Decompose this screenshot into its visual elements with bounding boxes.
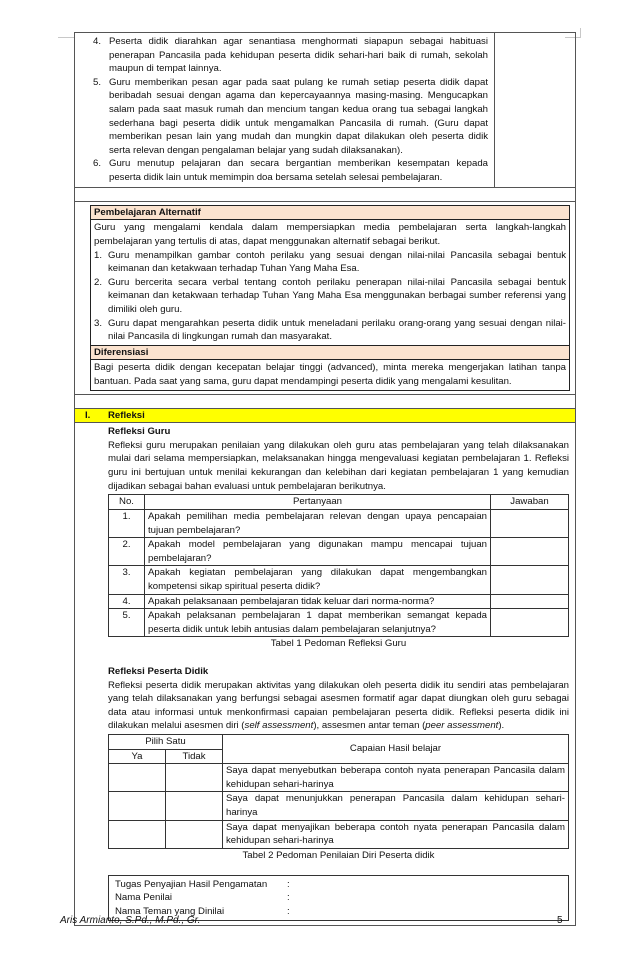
reflection-section-title: Refleksi	[108, 409, 145, 421]
alternative-item	[94, 249, 566, 276]
closing-steps-list	[75, 33, 494, 187]
closing-step-text: Guru menutup pelajaran dan secara bergantian memberikan kesempatan kepada peserta didik lain untuk memimpin doa bersama setelah selesai pembelajaran.	[109, 158, 488, 184]
peer-assessment-term: peer assessment	[425, 720, 499, 732]
closing-step-text: Peserta didik diarahkan agar senantiasa menghormati siapapun sebagai habituasi penerapan Pancasila pada kehidupan peserta didik sehari-hari baik di rumah, sekolah maupun di tempat lainnya.	[109, 36, 488, 75]
row-number: 3.	[109, 566, 145, 594]
table-row	[109, 609, 569, 637]
assignment-info-separator: :	[287, 905, 290, 917]
closing-step	[93, 157, 488, 184]
alternative-item-text: Guru menampilkan gambar contoh perilaku yang sesuai dengan nilai-nilai Pancasila sebagai bentuk keimanan dan ketakwaan terhadap Tuhan Yang Maha Esa.	[108, 249, 566, 275]
alternative-item-text: Guru bercerita secara verbal tentang contoh perilaku penerapan nilai-nilai Pancasila sebagai bentuk keimanan dan ketakwaan terhadap Tuhan Yang Maha Esa menggunakan berbagai sumber referensi yang dimiliki oleh guru.	[108, 276, 566, 315]
differentiation-text: Bagi peserta didik dengan kecepatan belajar tinggi (advanced), minta mereka mengerjakan latihan tanpa bantuan. Pada saat yang sama, guru dapat mendampingi peserta didik yang mengalami kesulitan.	[94, 362, 566, 388]
self-assessment-term: self assessment	[244, 720, 314, 732]
row-question: Apakah kegiatan pembelajaran yang dilakukan dapat mengembangkan kompetensi sikap spiritual peserta didik?	[145, 566, 491, 594]
assignment-info-separator: :	[287, 892, 290, 904]
closing-step	[93, 35, 488, 76]
row-answer-cell[interactable]	[491, 566, 569, 594]
alternative-learning-intro: Guru yang mengalami kendala dalam mempersiapkan media pembelajaran serta langkah-langkah pembelajaran yang tertulis di atas, dapat menggunakan alternatif sebagai berikut.	[94, 222, 566, 247]
page-corner-mark-left	[58, 28, 74, 38]
page-number: 5	[557, 915, 563, 926]
learning-outcome-text: Saya dapat menyajikan beberapa contoh nyata penerapan Pancasila dalam kehidupan sehari-harinya	[223, 820, 569, 848]
table-row	[109, 509, 569, 537]
footer-author: Aris Armianto, S.Pd., M.Pd., Gr.	[60, 915, 201, 926]
row-number: 2.	[109, 538, 145, 566]
row-answer-cell[interactable]	[491, 594, 569, 609]
no-check-cell[interactable]	[166, 792, 223, 820]
alternative-item-number: 1.	[94, 249, 103, 261]
student-reflection-text-part: Refleksi peserta didik merupakan aktivitas yang dilakukan oleh peserta didik itu sendiri atas pembelajaran yang telah dilaksanakan yang berfungsi sebagai asesmen formatif agar dapat diungkan oleh guru sebagai data atau informasi untuk menkonfirmasi capaian pembelajaran peserta didik. Refleksi peserta didik ini dilakukan melalui asesmen diri (	[108, 679, 569, 732]
student-self-assessment-table	[108, 734, 569, 849]
row-answer-cell[interactable]	[491, 538, 569, 566]
closing-steps-row	[75, 33, 575, 187]
alternative-item	[94, 317, 566, 344]
reflection-section-number: I.	[85, 409, 91, 421]
differentiation-heading: Diferensiasi	[91, 345, 569, 361]
closing-step-text: Guru memberikan pesan agar pada saat pulang ke rumah setiap peserta didik dapat beribadah sesuai dengan agama dan kepercayaannya masing-masing. Mengucapkan salam pada saat masuk rumah dan mencium tangan kedua orang tua sebagai langkah sederhana bagi peserta didik untuk mengamalkan Pancasila di rumah. (Guru dapat memberikan pesan lain yang mudah dan mungkin dapat dilakukan oleh peserta didik serta relevan dengan pengalaman belajar yang sudah dilaksanakan).	[109, 76, 488, 156]
row-number: 5.	[109, 609, 145, 637]
teacher-reflection-text: Refleksi guru merupakan penilaian yang dilakukan oleh guru atas pembelajaran yang telah dilaksanakan mulai dari selama mempersiapkan, melaksanakan hingga mengevaluasi kegiatan pembelajaran 1. Refleksi guru ini bertujuan untuk menilai kekurangan dan kelebihan dari kegiatan pembelajaran 1 yang kemudian dijadikan sebagai bahan evaluasi untuk pembelajaran berikutnya.	[108, 439, 569, 492]
closing-step-number: 6.	[93, 158, 102, 170]
alternative-item-number: 2.	[94, 276, 103, 288]
assignment-info-separator: :	[287, 878, 290, 890]
column-header-learning-outcome: Capaian Hasil belajar	[223, 735, 569, 764]
row-number: 4.	[109, 594, 145, 609]
assignment-info-row	[115, 891, 562, 905]
time-allocation-cell	[495, 33, 575, 187]
row-question: Apakah model pembelajaran yang digunakan mampu mencapai tujuan pembelajaran?	[145, 538, 491, 566]
row-question: Apakah pemilihan media pembelajaran relevan dengan upaya pencapaian tujuan pembelajaran?	[145, 509, 491, 537]
column-header-yes: Ya	[109, 749, 166, 764]
learning-outcome-text: Saya dapat menyebutkan beberapa contoh nyata penerapan Pancasila dalam kehidupan sehari-harinya	[223, 764, 569, 792]
yes-check-cell[interactable]	[109, 792, 166, 820]
assignment-info-label: Tugas Penyajian Hasil Pengamatan	[115, 878, 268, 890]
closing-step-number: 5.	[93, 76, 102, 88]
reflection-body	[75, 423, 575, 925]
alternative-item-number: 3.	[94, 317, 103, 329]
column-header-question: Pertanyaan	[145, 495, 491, 510]
table-1-caption: Tabel 1 Pedoman Refleksi Guru	[270, 638, 407, 650]
table-2-caption: Tabel 2 Pedoman Penilaian Diri Peserta didik	[242, 849, 435, 861]
closing-step-number: 4.	[93, 36, 102, 47]
student-reflection-text-part: ).	[498, 720, 505, 732]
column-header-no: Tidak	[166, 749, 223, 764]
alternative-learning-box	[90, 205, 570, 391]
table-header-row	[109, 735, 569, 750]
yes-check-cell[interactable]	[109, 764, 166, 792]
alternative-learning-heading: Pembelajaran Alternatif	[91, 206, 569, 221]
row-question: Apakah pelaksanaan pembelajaran tidak keluar dari norma-norma?	[145, 594, 491, 609]
student-reflection-title: Refleksi Peserta Didik	[108, 665, 209, 677]
reflection-section-header	[75, 408, 575, 424]
table-row	[109, 764, 569, 792]
closing-steps-cell	[75, 33, 495, 187]
table-row	[109, 566, 569, 594]
alternative-learning-list	[94, 249, 566, 344]
yes-check-cell[interactable]	[109, 820, 166, 848]
table-row	[109, 820, 569, 848]
column-header-choose-one: Pilih Satu	[109, 735, 223, 750]
table-row	[109, 792, 569, 820]
alternative-learning-body	[91, 220, 569, 344]
student-reflection-text-part: ), assesmen antar teman (	[313, 720, 426, 732]
alternative-item	[94, 276, 566, 317]
alternative-item-text: Guru dapat mengarahkan peserta didik untuk meneladani perilaku orang-orang yang sesuai dengan nilai-nilai Pancasila di lingkungan rumah dan masyarakat.	[108, 317, 566, 343]
row-answer-cell[interactable]	[491, 509, 569, 537]
column-header-no: No.	[109, 495, 145, 510]
column-header-answer: Jawaban	[491, 495, 569, 510]
table-header-row	[109, 495, 569, 510]
row-answer-cell[interactable]	[491, 609, 569, 637]
assignment-info-row	[115, 878, 562, 892]
no-check-cell[interactable]	[166, 820, 223, 848]
closing-step	[93, 76, 488, 158]
spacer-row	[75, 187, 575, 201]
assignment-info-label: Nama Penilai	[115, 892, 173, 904]
no-check-cell[interactable]	[166, 764, 223, 792]
row-number: 1.	[109, 509, 145, 537]
spacer-row	[75, 394, 575, 408]
teacher-reflection-title: Refleksi Guru	[108, 426, 171, 438]
alternative-learning-section	[75, 201, 575, 394]
learning-outcome-text: Saya dapat menunjukkan penerapan Pancasila dalam kehidupan sehari-harinya	[223, 792, 569, 820]
assignment-info-label: Nama Teman yang Dinilai	[115, 905, 225, 917]
table-row	[109, 538, 569, 566]
row-question: Apakah pelaksanan pembelajaran 1 dapat memberikan semangat kepada peserta didik untuk lebih antusias dalam pembelajaran selanjutnya?	[145, 609, 491, 637]
lesson-plan-table	[74, 32, 576, 926]
table-row	[109, 594, 569, 609]
teacher-reflection-table	[108, 494, 569, 637]
student-reflection-text	[108, 679, 569, 733]
